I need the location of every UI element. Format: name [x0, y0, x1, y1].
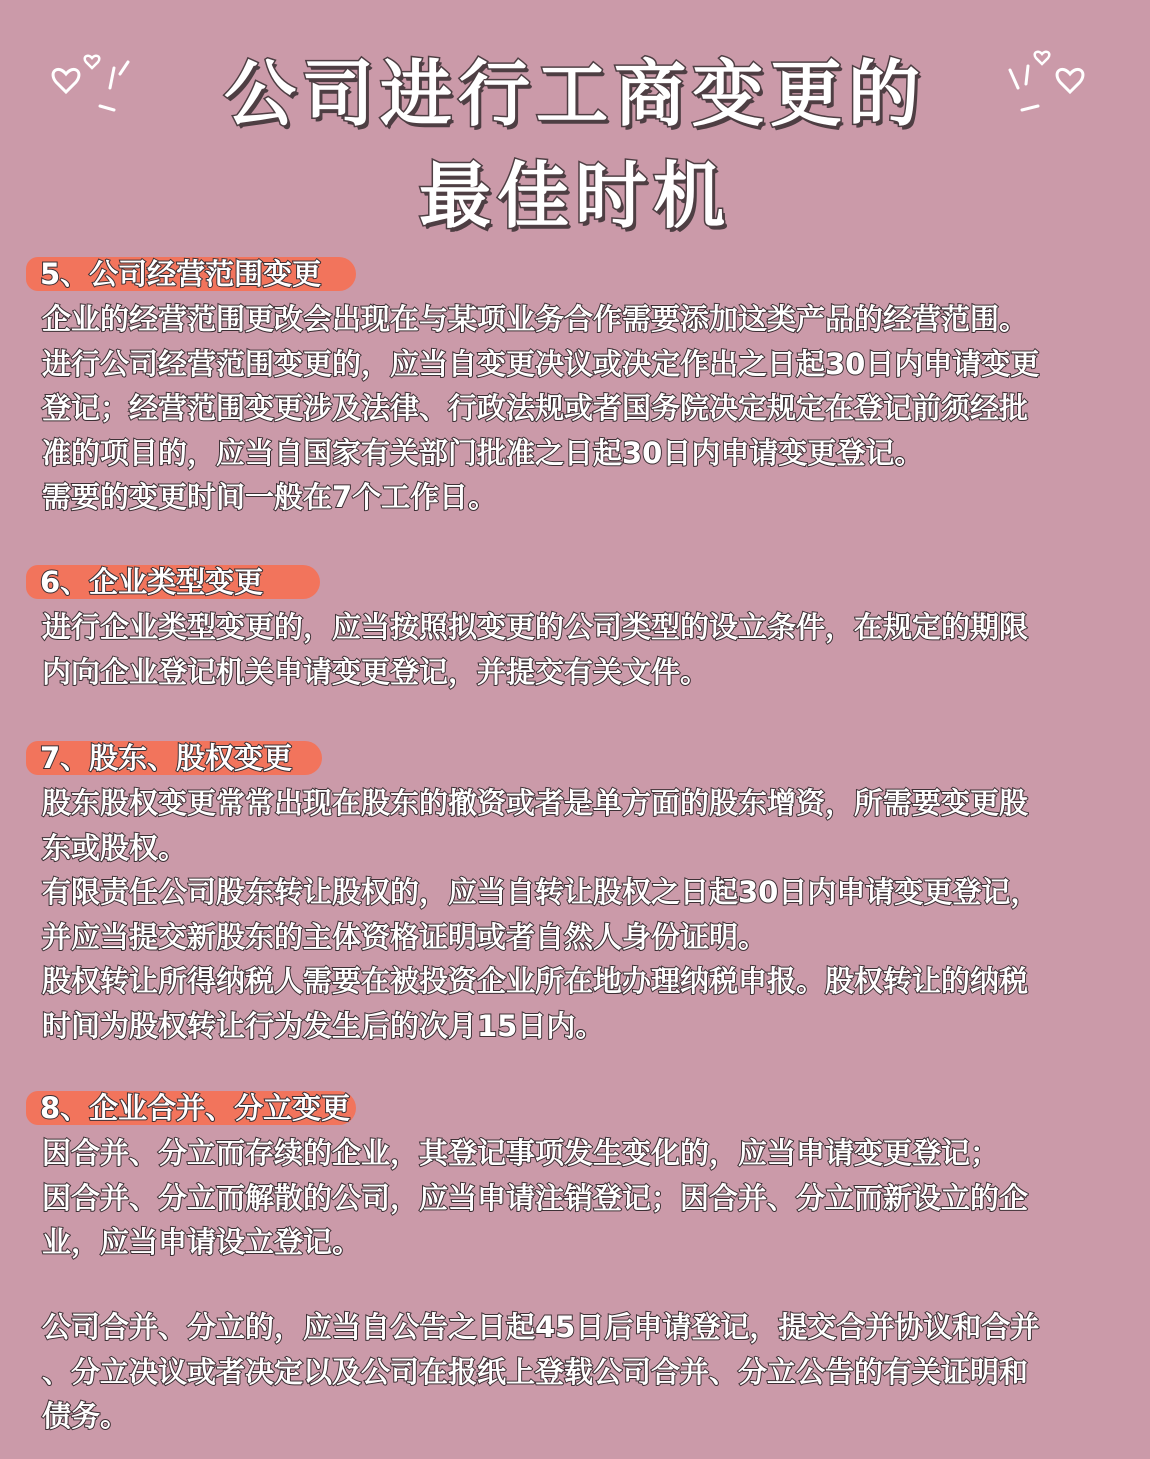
section-shareholder-equity: [0, 735, 1150, 1048]
body-line: 需要的变更时间一般在7个工作日。: [42, 480, 498, 514]
body-line: 登记；经营范围变更涉及法律、行政法规或者国务院决定规定在登记前须经批: [42, 391, 1029, 425]
body-line: 企业的经营范围更改会出现在与某项业务合作需要添加这类产品的经营范围。: [42, 302, 1029, 336]
body-line: 、分立决议或者决定以及公司在报纸上登载公司合并、分立公告的有关证明和: [42, 1354, 1029, 1389]
body-line: 内向企业登记机关申请变更登记，并提交有关文件。: [42, 654, 710, 689]
body-line: 进行企业类型变更的，应当按照拟变更的公司类型的设立条件，在规定的期限: [42, 610, 1029, 644]
body-line: 并应当提交新股东的主体资格证明或者自然人身份证明。: [42, 919, 768, 954]
body-line: 时间为股权转让行为发生后的次月15日内。: [42, 1008, 605, 1043]
section-heading: 6、企业类型变更: [40, 565, 264, 599]
body-line: 公司合并、分立的，应当自公告之日起45日后申请登记，提交合并协议和合并: [42, 1310, 1040, 1344]
body-line: 东或股权。: [42, 830, 188, 865]
body-line: 进行公司经营范围变更的，应当自变更决议或决定作出之日起30日内申请变更: [42, 346, 1040, 381]
body-line: 股权转让所得纳税人需要在被投资企业所在地办理纳税申报。股权转让的纳税: [42, 964, 1029, 998]
body-line: 有限责任公司股东转让股权的，应当自转让股权之日起30日内申请变更登记，: [42, 875, 1040, 909]
section-business-scope: [0, 251, 1150, 520]
body-line: 准的项目的，应当自国家有关部门批准之日起30日内申请变更登记。: [42, 435, 924, 470]
section-heading: 5、公司经营范围变更: [40, 257, 322, 291]
body-line: 业，应当申请设立登记。: [42, 1225, 362, 1259]
body-line: 股东股权变更常常出现在股东的撤资或者是单方面的股东增资，所需要变更股: [42, 786, 1029, 820]
section-merger-division: [0, 1085, 1150, 1265]
closing-paragraph: [0, 1305, 1150, 1439]
body-line: 因合并、分立而存续的企业，其登记事项发生变化的，应当申请变更登记；: [42, 1136, 1000, 1170]
body-line: 债务。: [42, 1399, 130, 1433]
page-title-line-1: 公司进行工商变更的: [223, 52, 926, 136]
section-heading: 7、股东、股权变更: [40, 741, 293, 775]
page-title-line-2: 最佳时机: [418, 154, 731, 238]
section-heading: 8、企业合并、分立变更: [40, 1091, 351, 1125]
section-enterprise-type: [0, 559, 1150, 694]
body-line: 因合并、分立而解散的公司，应当申请注销登记；因合并、分立而新设立的企: [42, 1180, 1029, 1215]
